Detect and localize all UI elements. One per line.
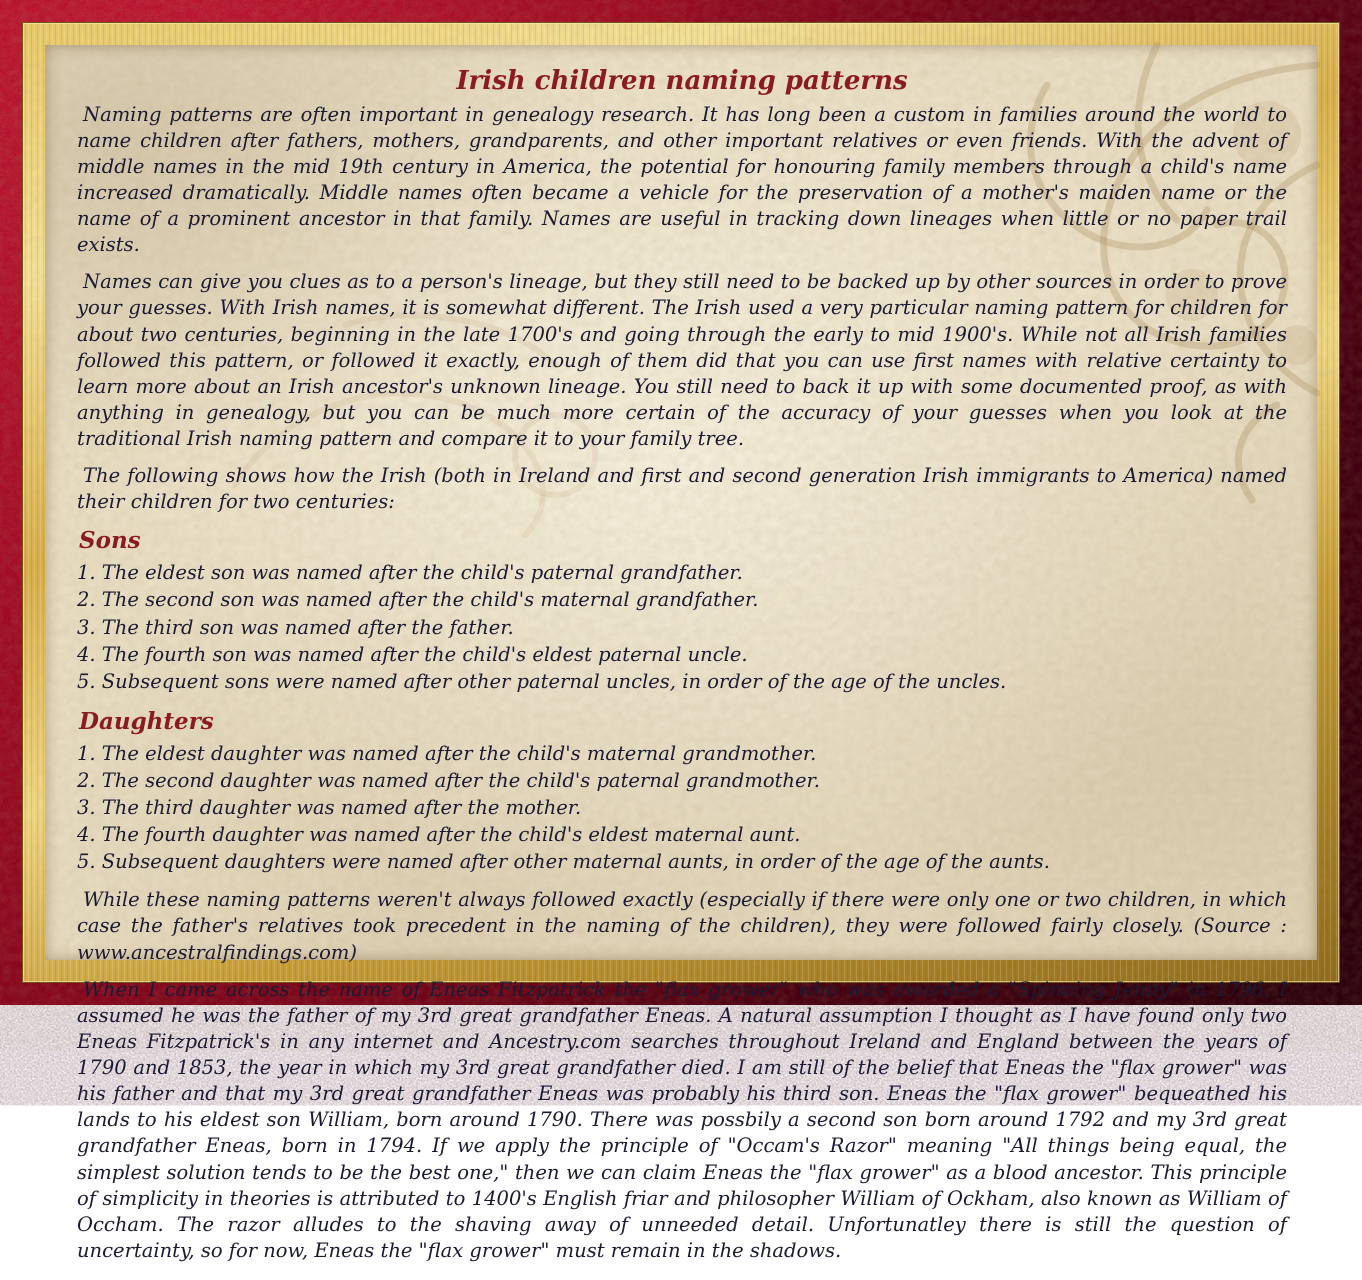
sons-list-item: 1. The eldest son was named after the child's paternal grandfather. — [77, 561, 743, 585]
paragraph-intro: Naming patterns are often important in genealogy research. It has long been a custom in families around the world to name children after fathers, mothers, grandparents, and other important relatives or even friends. With the advent of middle names in the mid 19th century in America, the potential for honouring family members through a child's name increased dramatically. Middle names often became a vehicle for the preservation of a mother's maiden name or the name of a prominent ancestor in that family. Names are useful in tracking down lineages when little or no paper trail exists. — [77, 102, 1287, 257]
daughters-list-item: 4. The fourth daughter was named after the child's eldest maternal aunt. — [77, 823, 801, 847]
daughters-list-item: 3. The third daughter was named after the mother. — [77, 795, 582, 819]
paragraph-eneas-story: When I came across the name of Eneas Fitzpatrick the "flax grower" who was awarded a "Spinning Jenny" in 1796, I assumed he was the father of my 3rd great grandfather Eneas. A natural assumption I thought as I have found only two Eneas Fitzpatrick's in any internet and Ancestry.com searches throughout Ireland and England between the years of 1790 and 1853, the year in which my 3rd great grandfather died. I am still of the belief that Eneas the "flax grower" was his father and that my 3rd great grandfather Eneas was probably his third son. Eneas the "flax grower" bequeathed his lands to his eldest son William, born around 1790. There was possbily a second son born around 1792 and my 3rd great grandfather Eneas, born in 1794. If we apply the principle of "Occam's Razor" meaning "All things being equal, the simplest solution tends to be the best one," then we can claim Eneas the "flax grower" as a blood ancestor. This principle of simplicity in theories is attributed to 1400's English friar and philosopher William of Ockham, also known as William of Occham. The razor alludes to the shaving away of unneeded detail. Unfortunatley there is still the question of uncertainty, so for now, Eneas the "flax grower" must remain in the shadows. — [77, 977, 1287, 1262]
daughters-list-item: 2. The second daughter was named after the child's paternal grandmother. — [77, 768, 820, 792]
sons-list-item: 3. The third son was named after the father. — [77, 615, 514, 639]
daughters-heading: Daughters — [79, 707, 214, 735]
sons-heading: Sons — [79, 527, 141, 555]
sons-list-item: 2. The second son was named after the child's maternal grandfather. — [77, 588, 759, 612]
page-title: Irish children naming patterns — [456, 66, 908, 96]
sons-list-item: 4. The fourth son was named after the child's eldest paternal uncle. — [77, 642, 748, 666]
paragraph-closing: While these naming patterns weren't always followed exactly (especially if there were only one or two children, in which case the father's relatives took precedent in the naming of the children), they were followed fairly closely. (Source : www.ancestralfindings.com) — [77, 888, 1287, 964]
document-content — [45, 45, 1317, 1280]
paragraph-following: The following shows how the Irish (both in Ireland and first and second generation Irish immigrants to America) named their children for two centuries: — [77, 464, 1287, 514]
sons-list-item: 5. Subsequent sons were named after other paternal uncles, in order of the age of the uncles. — [77, 669, 1007, 693]
paragraph-irish-pattern: Names can give you clues as to a person's lineage, but they still need to be backed up by other sources in order to prove your guesses. With Irish names, it is somewhat different. The Irish used a very particular naming pattern for children for about two centuries, beginning in the late 1700's and going through the early to mid 1900's. While not all Irish families followed this pattern, or followed it exactly, enough of them did that you can use first names with relative certainty to learn more about an Irish ancestor's unknown lineage. You still need to back it up with some documented proof, as with anything in genealogy, but you can be much more certain of the accuracy of your guesses when you look at the traditional Irish naming pattern and compare it to your family tree. — [77, 270, 1287, 451]
parchment-page — [45, 45, 1317, 1262]
daughters-list-item: 1. The eldest daughter was named after the child's maternal grandmother. — [77, 741, 817, 765]
gold-frame — [22, 22, 1340, 1262]
sons-list — [77, 560, 1287, 695]
daughters-list-item: 5. Subsequent daughters were named after other maternal aunts, in order of the age of the aunts. — [77, 850, 1050, 874]
daughters-list — [77, 741, 1287, 876]
